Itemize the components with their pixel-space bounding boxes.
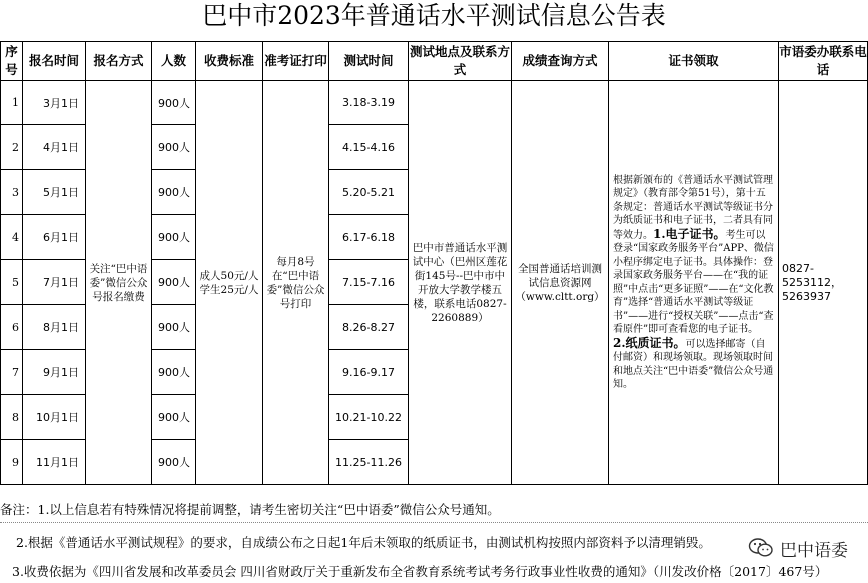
- contact-cell: [779, 81, 868, 485]
- table-row: [1, 81, 868, 125]
- reg-date: 5月1日: [23, 170, 86, 215]
- count: 900人: [152, 395, 196, 440]
- row-index: 8: [1, 395, 23, 440]
- admission-cell: [263, 81, 329, 485]
- row-index: 7: [1, 350, 23, 395]
- header-result: 成绩查询方式: [512, 42, 609, 81]
- header-index: 序号: [1, 42, 23, 81]
- reg-date: 9月1日: [23, 350, 86, 395]
- row-index: 5: [1, 260, 23, 305]
- reg-date: 6月1日: [23, 215, 86, 260]
- location-text: 巴中市普通话水平测试中心（巴州区莲花街145号--巴中市中开放大学教学楼五楼，联系电话0827-2260889）: [412, 241, 508, 324]
- row-index: 3: [1, 170, 23, 215]
- count: 900人: [152, 170, 196, 215]
- header-row: [1, 42, 868, 81]
- count: 900人: [152, 215, 196, 260]
- note-1: 备注：1.以上信息若有特殊情况将提前调整，请考生密切关注“巴中语委”微信公众号通知。: [0, 502, 500, 517]
- watermark-label: 巴中语委: [780, 540, 848, 561]
- admission-text: 每月8号在“巴中语委”微信公众号打印: [266, 255, 325, 310]
- cert-e-title: 1.电子证书。: [653, 226, 726, 241]
- test-period: 8.26-8.27: [329, 305, 409, 350]
- note-3: 3.收费依据为《四川省发展和改革委员会 四川省财政厅关于重新发布全省教育系统考试考务行政事业性收费的通知》（川发改价格〔2017〕467号）: [12, 564, 828, 579]
- watermark: [748, 534, 848, 562]
- cert-text: [609, 174, 778, 392]
- test-period: 4.15-4.16: [329, 125, 409, 170]
- count: 900人: [152, 350, 196, 395]
- row-index: 1: [1, 81, 23, 125]
- cert-cell: [609, 81, 779, 485]
- test-period: 6.17-6.18: [329, 215, 409, 260]
- fee-text: 成人50元/人学生25元/人: [199, 269, 259, 296]
- test-period: 9.16-9.17: [329, 350, 409, 395]
- count: 900人: [152, 81, 196, 125]
- count: 900人: [152, 440, 196, 485]
- count: 900人: [152, 260, 196, 305]
- fee-cell: [196, 81, 263, 485]
- reg-method-cell: [86, 81, 152, 485]
- header-reg-time: 报名时间: [23, 42, 86, 81]
- page-title: 巴中市2023年普通话水平测试信息公告表: [202, 1, 666, 30]
- cert-e-body: 考生可以登录“国家政务服务平台”APP、微信小程序绑定电子证书。具体操作：登录国家政务服务平台——在“我的证照”中点击“更多证照”——在“文化教育”选择“普通话水平测试等级证书”——进行“授权关联”——点击“查看原件”即可查看您的电子证书。: [613, 229, 774, 335]
- cert-p-body: 可以选择邮寄（自付邮资）和现场领取。现场领取时间和地点关注“巴中语委”微信公众号通知。: [613, 338, 774, 390]
- header-fee: 收费标准: [196, 42, 263, 81]
- cert-p-title: 2.纸质证书。: [613, 335, 686, 350]
- wechat-icon: [748, 537, 774, 559]
- count: 900人: [152, 305, 196, 350]
- row-index: 2: [1, 125, 23, 170]
- reg-date: 7月1日: [23, 260, 86, 305]
- reg-date: 8月1日: [23, 305, 86, 350]
- header-admission: 准考证打印: [263, 42, 329, 81]
- reg-date: 11月1日: [23, 440, 86, 485]
- header-test-time: 测试时间: [329, 42, 409, 81]
- result-text: 全国普通话培训测试信息资源网（www.cltt.org）: [515, 262, 605, 303]
- schedule-table: [0, 41, 868, 485]
- location-cell: [409, 81, 512, 485]
- count: 900人: [152, 125, 196, 170]
- result-cell: [512, 81, 609, 485]
- test-period: 7.15-7.16: [329, 260, 409, 305]
- test-period: 10.21-10.22: [329, 395, 409, 440]
- row-index: 6: [1, 305, 23, 350]
- test-period: 11.25-11.26: [329, 440, 409, 485]
- cert-intro: 根据新颁布的《普通话水平测试管理规定》（教育部令第51号），第十五条规定：普通话水平测试等级证书分为纸质证书和电子证书，二者具有同等效力。: [613, 174, 773, 241]
- reg-date: 4月1日: [23, 125, 86, 170]
- test-period: 5.20-5.21: [329, 170, 409, 215]
- test-period: 3.18-3.19: [329, 81, 409, 125]
- header-reg-method: 报名方式: [86, 42, 152, 81]
- reg-date: 10月1日: [23, 395, 86, 440]
- header-location: 测试地点及联系方式: [409, 42, 512, 81]
- header-count: 人数: [152, 42, 196, 81]
- row-index: 4: [1, 215, 23, 260]
- row-index: 9: [1, 440, 23, 485]
- contact-phone: 0827-5253112，5263937: [782, 261, 842, 303]
- note-2: 2.根据《普通话水平测试规程》的要求，自成绩公布之日起1年后未领取的纸质证书，由测试机构按照内部资料予以清理销毁。: [16, 535, 711, 550]
- note-divider: [0, 522, 868, 523]
- header-contact: 市语委办联系电话: [779, 42, 868, 81]
- reg-date: 3月1日: [23, 81, 86, 125]
- reg-method-text: 关注“巴中语委”微信公众号报名缴费: [89, 262, 148, 303]
- header-cert: 证书领取: [609, 42, 779, 81]
